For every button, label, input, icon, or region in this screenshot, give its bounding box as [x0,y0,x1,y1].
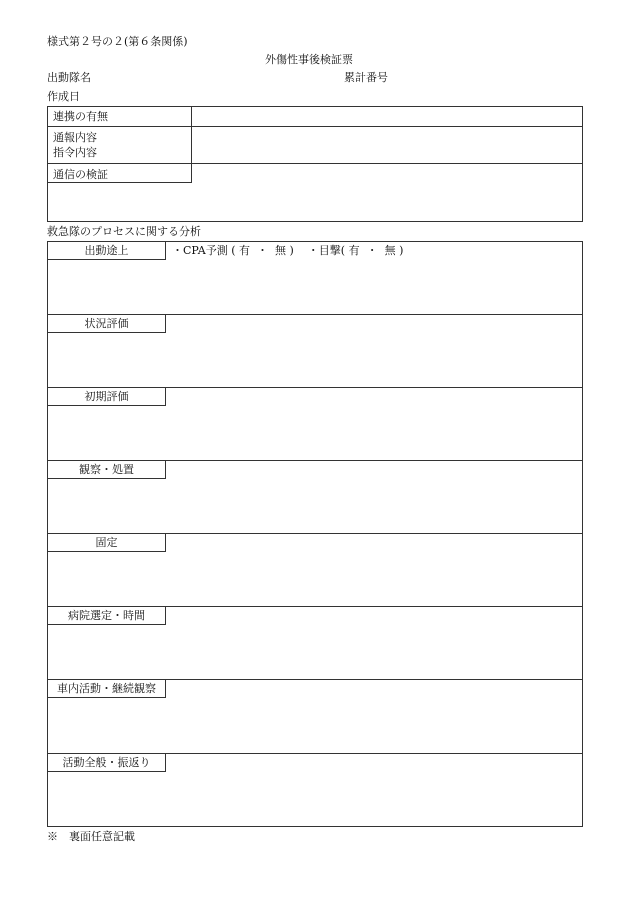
section-note: ・CPA予測 ( 有 ・ 無 ) ・目撃( 有 ・ 無 ) [172,244,404,257]
cooperation-field[interactable] [193,108,579,125]
serial-number-label: 累計番号 [344,71,388,84]
section-observation-treatment[interactable] [47,460,583,534]
unit-name-label: 出動隊名 [47,71,91,84]
section-label: 固定 [48,534,166,552]
footer-note: ※ 裏面任意記載 [47,830,135,843]
top-table-row-divider [48,163,582,164]
page-title: 外傷性事後検証票 [265,53,353,66]
form-number: 様式第２号の２(第６条関係) [47,35,188,48]
section-label: 出動途上 [48,242,166,260]
section-overall-review[interactable] [47,753,583,827]
top-table-row-divider [48,126,582,127]
communication-check-label: 通信の検証 [53,168,108,181]
communication-check-field[interactable] [50,185,580,219]
section-label: 病院選定・時間 [48,607,166,625]
section-initial-assessment[interactable] [47,387,583,461]
section-label: 観察・処置 [48,461,166,479]
section-label: 車内活動・継続観察 [48,680,166,698]
cooperation-label: 連携の有無 [53,110,108,123]
section-hospital-selection-time[interactable] [47,606,583,680]
command-content-label: 指令内容 [53,146,97,159]
section-dispatch-en-route[interactable] [47,241,583,315]
section-label: 状況評価 [48,315,166,333]
section-label: 活動全般・振返り [48,754,166,772]
created-date-label: 作成日 [47,90,80,103]
top-table [47,106,583,222]
section-situation-assessment[interactable] [47,314,583,388]
analysis-heading: 救急隊のプロセスに関する分析 [47,225,201,238]
section-label: 初期評価 [48,388,166,406]
report-content-field[interactable] [193,128,579,162]
report-content-label: 通報内容 [53,131,97,144]
section-fixation[interactable] [47,533,583,607]
communication-label-underline [48,182,192,183]
top-table-column-divider [191,107,192,183]
section-in-vehicle-activity[interactable] [47,679,583,754]
